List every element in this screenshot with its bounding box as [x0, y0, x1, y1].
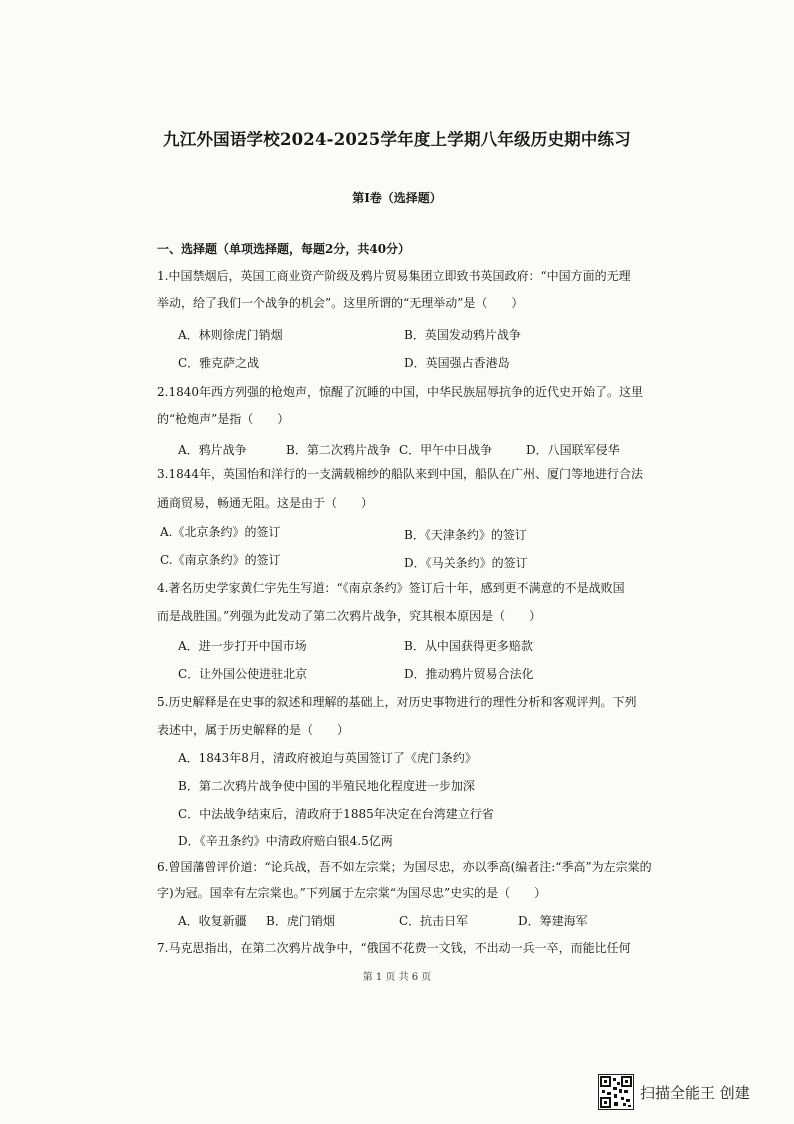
q5-option-c: C．中法战争结束后，清政府于1885年决定在台湾建立行省	[178, 807, 494, 821]
q3-option-b: B．《天津条约》的签订	[404, 528, 527, 542]
exam-title: 九江外国语学校2024-2025学年度上学期八年级历史期中练习	[163, 130, 631, 149]
q3-option-a: A.《北京条约》的签订	[160, 525, 281, 539]
q5-option-d: D．《辛丑条约》中清政府赔白银4.5亿两	[178, 834, 393, 848]
q4-option-d: D．推动鸦片贸易合法化	[404, 667, 534, 681]
q6-option-d: D．筹建海军	[518, 914, 588, 928]
q3-option-c: C.《南京条约》的签订	[160, 553, 281, 567]
q4-line-1: 4.著名历史学家黄仁宇先生写道：“《南京条约》签订后十年，感到更不满意的不是战败国	[157, 581, 625, 595]
q4-option-a: A．进一步打开中国市场	[178, 639, 307, 653]
q4-option-b: B．从中国获得更多赔款	[404, 639, 533, 653]
q1-option-a: A．林则徐虎门销烟	[178, 328, 283, 342]
q7-line-1: 7.马克思指出，在第二次鸦片战争中，“俄国不花费一文钱，不出动一兵一卒，而能比任何	[157, 941, 631, 955]
q2-line-1: 2.1840年西方列强的枪炮声，惊醒了沉睡的中国，中华民族屈辱抗争的近代史开始了。这里	[157, 385, 643, 399]
q5-option-b: B．第二次鸦片战争使中国的半殖民地化程度进一步加深	[178, 779, 475, 793]
page-footer: 第 1 页 共 6 页	[362, 972, 432, 983]
q1-option-d: D．英国强占香港岛	[404, 356, 510, 370]
q1-option-c: C．雅克萨之战	[178, 356, 260, 370]
q4-option-c: C．让外国公使进驻北京	[178, 667, 308, 681]
q4-line-2: 而是战胜国。”列强为此发动了第二次鸦片战争，究其根本原因是（ ）	[157, 609, 542, 623]
q1-option-b: B．英国发动鸦片战争	[404, 328, 521, 342]
q1-line-1: 1.中国禁烟后，英国工商业资产阶级及鸦片贸易集团立即致书英国政府：“中国方面的无理	[157, 269, 631, 283]
q6-line-2: 字)为冠。国幸有左宗棠也。”下列属于左宗棠“为国尽忠”史实的是（ ）	[157, 886, 547, 900]
q2-option-d: D．八国联军侵华	[526, 443, 620, 457]
q5-line-2: 表述中，属于历史解释的是（ ）	[157, 723, 350, 737]
qr-code-icon	[598, 1074, 634, 1110]
q6-option-c: C．抗击日军	[399, 914, 469, 928]
section-heading: 一、选择题（单项选择题，每题2分，共40分）	[157, 242, 411, 256]
q6-option-a: A．收复新疆	[178, 914, 247, 928]
q5-option-a: A．1843年8月，清政府被迫与英国签订了《虎门条约》	[178, 751, 477, 765]
section-subtitle: 第Ⅰ卷（选择题）	[352, 191, 442, 205]
q2-option-c: C．甲午中日战争	[399, 443, 493, 457]
q6-line-1: 6.曾国藩曾评价道：“论兵战，吾不如左宗棠；为国尽忠，亦以季高(编者注:“季高”为左宗棠的	[157, 860, 652, 874]
q3-option-d: D．《马关条约》的签订	[404, 556, 528, 570]
q3-line-2: 通商贸易，畅通无阻。这是由于（ ）	[157, 496, 374, 510]
q2-option-b: B．第二次鸦片战争	[286, 443, 391, 457]
q2-line-2: 的“枪炮声”是指（ ）	[157, 412, 290, 426]
q5-line-1: 5.历史解释是在史事的叙述和理解的基础上，对历史事物进行的理性分析和客观评判。下列	[157, 695, 637, 709]
scanner-watermark	[598, 1074, 750, 1110]
scanner-brand-text: 扫描全能王 创建	[640, 1083, 750, 1102]
q3-line-1: 3.1844年，英国怡和洋行的一支满载棉纱的船队来到中国，船队在广州、厦门等地进行合法	[157, 467, 643, 481]
q6-option-b: B．虎门销烟	[266, 914, 335, 928]
q2-option-a: A．鸦片战争	[178, 443, 247, 457]
q1-line-2: 举动，给了我们一个战争的机会”。这里所谓的“无理举动”是（ ）	[157, 296, 524, 310]
